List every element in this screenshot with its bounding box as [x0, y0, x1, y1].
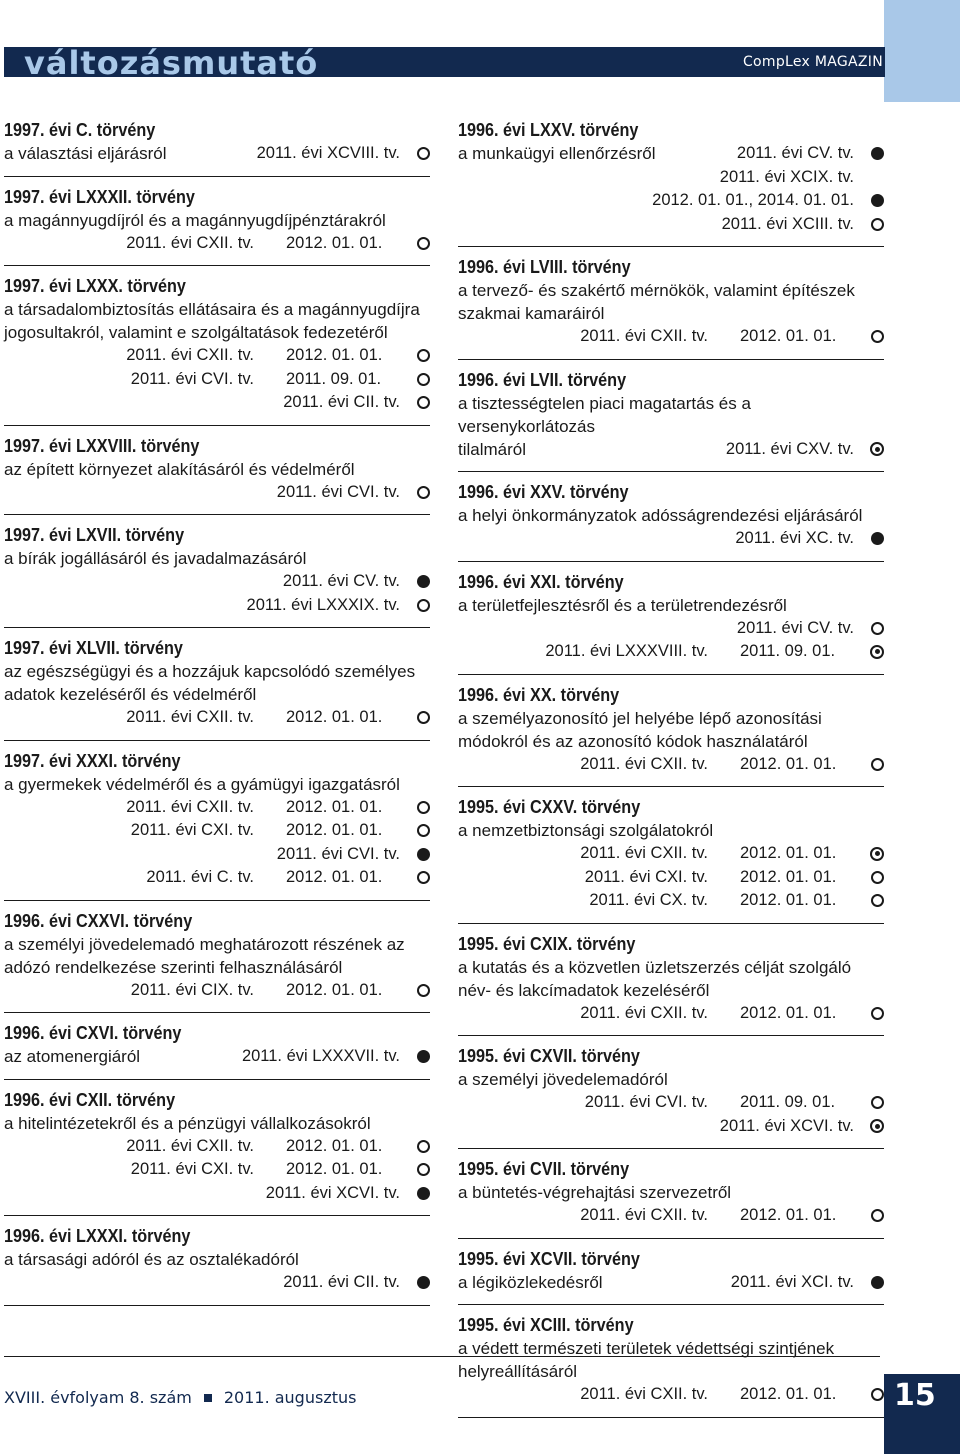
- footer-volume: XVIII. évfolyam 8. szám: [4, 1388, 192, 1407]
- amending-act: 2011. évi XCIII. tv.: [721, 214, 854, 233]
- effective-date: 2012. 01. 01.: [740, 1206, 837, 1224]
- amending-act: 2011. évi CX. tv.: [589, 891, 708, 909]
- amendment-row: [458, 617, 884, 641]
- effective-date: 2011. 09. 01.: [286, 369, 382, 388]
- status-marker: [400, 1140, 430, 1153]
- status-marker: [400, 984, 430, 997]
- status-marker: [400, 349, 430, 362]
- filled-circle-icon: [417, 848, 430, 861]
- amendment-row: [458, 325, 884, 349]
- filled-circle-icon: [417, 1276, 430, 1289]
- effective-date: 2012. 01. 01.: [286, 233, 383, 252]
- amendment-row: [458, 527, 884, 551]
- effective-date: 2011. 09. 01.: [740, 1093, 836, 1111]
- status-marker: [400, 373, 430, 386]
- amendment-row: [458, 189, 884, 213]
- open-circle-icon: [417, 486, 430, 499]
- amending-act: 2011. évi CXI. tv.: [130, 821, 254, 839]
- law-title: 1995. évi CXIX. törvény: [458, 933, 636, 954]
- law-title: 1997. évi XXXI. törvény: [4, 750, 181, 771]
- open-circle-icon: [417, 871, 430, 884]
- magazine-name: CompLex MAGAZIN: [742, 54, 883, 70]
- amending-act: 2011. évi CXII. tv.: [126, 1136, 254, 1155]
- status-marker: [400, 575, 430, 588]
- amending-act: 2011. évi XCVI. tv.: [719, 1116, 854, 1135]
- status-marker: [400, 711, 430, 724]
- status-marker: [400, 1276, 430, 1289]
- amendment-row: [458, 842, 884, 866]
- law-title: 1996. évi LVII. törvény: [458, 369, 627, 390]
- law-entry: [458, 480, 884, 562]
- open-circle-icon: [417, 1163, 430, 1176]
- amending-act: 2011. évi CXII. tv.: [580, 327, 708, 345]
- status-marker: [400, 599, 430, 612]
- law-entry: [458, 683, 884, 788]
- status-marker: [400, 848, 430, 861]
- amending-act: 2011. évi CV. tv.: [282, 572, 400, 590]
- law-entry: [4, 909, 430, 1014]
- open-circle-icon: [417, 824, 430, 837]
- law-title: 1997. évi LXVII. törvény: [4, 525, 185, 545]
- law-entry: [458, 795, 884, 924]
- status-marker: [400, 486, 430, 499]
- corner-accent-tab: [884, 0, 960, 102]
- law-entry: [458, 1313, 884, 1418]
- open-circle-icon: [417, 984, 430, 997]
- law-title: 1995. évi CXVII. törvény: [458, 1046, 640, 1066]
- amendment-row: [458, 1271, 884, 1295]
- effective-date: 2011. 09. 01.: [740, 642, 836, 660]
- effective-date: 2012. 01. 01.: [286, 1160, 383, 1178]
- amending-act: 2011. évi C. tv.: [146, 868, 254, 886]
- open-circle-icon: [871, 218, 884, 231]
- law-description: a tervező- és szakértő mérnökök, valamint építészek szakmai kamaráiról: [458, 281, 855, 323]
- law-title: 1997. évi LXXXII. törvény: [4, 186, 195, 207]
- amendment-row: [4, 594, 430, 618]
- amending-act: 2011. évi XC. tv.: [735, 529, 854, 547]
- amendment-row: [458, 866, 884, 890]
- page-number: 15: [894, 1378, 936, 1413]
- effective-date: 2012. 01. 01.: [286, 708, 383, 726]
- law-description: a magánnyugdíjról és a magánnyugdíjpénztárakról: [4, 210, 386, 230]
- amending-act: 2011. évi LXXXVII. tv.: [241, 1047, 400, 1065]
- open-circle-icon: [871, 622, 884, 635]
- right-column: [458, 118, 884, 1426]
- status-marker: [854, 622, 884, 635]
- status-marker: [854, 1119, 884, 1133]
- law-title: 1996. évi CXII. törvény: [4, 1089, 176, 1110]
- law-entry: [458, 368, 884, 473]
- law-entry: [4, 1088, 430, 1217]
- law-entry: [458, 570, 884, 675]
- law-title: 1995. évi XCVII. törvény: [458, 1248, 640, 1269]
- amendment-row: [4, 1045, 430, 1069]
- amendment-row: [458, 438, 884, 462]
- law-description: tilalmáról: [458, 439, 527, 459]
- law-title: 1997. évi LXXX. törvény: [4, 276, 186, 296]
- status-marker: [400, 1187, 430, 1200]
- dotted-circle-icon: [870, 442, 884, 456]
- amending-act: 2011. évi CXII. tv.: [126, 346, 254, 364]
- open-circle-icon: [871, 1096, 884, 1109]
- amendment-row: [458, 1091, 884, 1115]
- open-circle-icon: [417, 599, 430, 612]
- law-title: 1997. évi XLVII. törvény: [4, 638, 183, 658]
- amendment-row: [458, 1204, 884, 1228]
- amending-act: 2011. évi CXII. tv.: [126, 797, 254, 816]
- effective-date: 2012. 01. 01.: [286, 1136, 383, 1155]
- open-circle-icon: [417, 147, 430, 160]
- status-marker: [400, 871, 430, 884]
- amendment-row: [4, 706, 430, 730]
- filled-circle-icon: [417, 575, 430, 588]
- amending-act: 2011. évi LXXXIX. tv.: [246, 595, 400, 614]
- open-circle-icon: [871, 330, 884, 343]
- dotted-circle-icon: [870, 847, 884, 861]
- amendment-row: [458, 1383, 884, 1407]
- law-description: a nemzetbiztonsági szolgálatokról: [458, 821, 714, 840]
- status-marker: [854, 1276, 884, 1289]
- law-title: 1996. évi XXI. törvény: [458, 571, 624, 592]
- amending-act: 2011. évi CXII. tv.: [580, 754, 708, 773]
- amending-act: 2011. évi XCIX. tv.: [719, 167, 854, 186]
- amending-act: 2011. évi CVI. tv.: [130, 369, 254, 388]
- effective-date: 2012. 01. 01.: [286, 797, 383, 816]
- open-circle-icon: [417, 237, 430, 250]
- amending-act: 2011. évi CV. tv.: [736, 618, 854, 637]
- filled-circle-icon: [871, 147, 884, 160]
- law-description: a védett természeti területek védettségi szintjének helyreállításáról: [458, 1339, 835, 1381]
- effective-date: 2012. 01. 01.: [740, 1003, 837, 1022]
- law-description: a társasági adóról és az osztalékadóról: [4, 1250, 299, 1269]
- amending-act: 2011. évi CII. tv.: [283, 393, 400, 411]
- law-title: 1996. évi LVIII. törvény: [458, 257, 631, 277]
- law-description: a tisztességtelen piaci magatartás és a versenykorlátozás: [458, 393, 751, 436]
- amending-act: 2011. évi XCVIII. tv.: [256, 144, 400, 162]
- law-description: a személyi jövedelemadó meghatározott részének az adózó rendelkezése szerinti felhasználásáról: [4, 934, 405, 977]
- open-circle-icon: [417, 396, 430, 409]
- amendment-row: [4, 344, 430, 368]
- law-description: a kutatás és a közvetlen üzletszerzés célját szolgáló név- és lakcímadatok kezeléséről: [458, 957, 852, 1000]
- filled-circle-icon: [417, 1187, 430, 1200]
- status-marker: [854, 1209, 884, 1222]
- open-circle-icon: [871, 894, 884, 907]
- page-number-box: [884, 1374, 960, 1454]
- law-entry: [458, 1157, 884, 1239]
- amending-act: 2011. évi CXV. tv.: [725, 439, 854, 458]
- amending-act: 2011. évi CVI. tv.: [584, 1093, 708, 1111]
- amendment-row: [4, 481, 430, 505]
- amendment-row: [4, 142, 430, 166]
- amendment-row: [4, 1271, 430, 1295]
- amendment-row: [4, 368, 430, 392]
- law-entry: [4, 185, 430, 267]
- filled-circle-icon: [871, 194, 884, 207]
- amendment-row: [458, 753, 884, 777]
- status-marker: [854, 1007, 884, 1020]
- law-title: 1996. évi XX. törvény: [458, 684, 620, 705]
- law-description: a munkaügyi ellenőrzésről: [458, 144, 656, 163]
- law-title: 1996. évi CXXVI. törvény: [4, 910, 193, 931]
- section-title: változásmutató: [24, 44, 319, 82]
- status-marker: [854, 1388, 884, 1401]
- law-description: a büntetés-végrehajtási szervezetről: [458, 1183, 732, 1202]
- law-entry: [4, 636, 430, 741]
- effective-date: 2012. 01. 01.: [740, 867, 837, 886]
- amendment-row: [4, 979, 430, 1003]
- status-marker: [854, 194, 884, 207]
- law-description: a területfejlesztésről és a területrendezésről: [458, 595, 787, 615]
- amendment-row: [4, 1135, 430, 1159]
- law-description: a társadalombiztosítás ellátásaira és a magánnyugdíjra jogosultakról, valamint e szolgáltatások fedezetéről: [4, 300, 420, 342]
- law-entry: [458, 118, 884, 247]
- status-marker: [854, 1096, 884, 1109]
- open-circle-icon: [417, 373, 430, 386]
- law-entry: [4, 1021, 430, 1080]
- amendment-row: [4, 866, 430, 890]
- amendment-row: [458, 213, 884, 237]
- footer-date: 2011. augusztus: [223, 1388, 357, 1407]
- footer: [4, 1388, 356, 1407]
- effective-date: 2012. 01. 01.: [740, 844, 837, 862]
- open-circle-icon: [871, 1388, 884, 1401]
- amending-act: 2011. évi CXII. tv.: [126, 233, 254, 252]
- amendment-row: [4, 232, 430, 256]
- amending-act: 2011. évi XCVI. tv.: [265, 1183, 400, 1202]
- law-description: az atomenergiáról: [4, 1047, 141, 1066]
- law-title: 1996. évi CXVI. törvény: [4, 1023, 182, 1043]
- amending-act: 2011. évi CIX. tv.: [130, 980, 254, 999]
- law-title: 1996. évi LXXV. törvény: [458, 120, 639, 140]
- amendment-row: [458, 1115, 884, 1139]
- law-entry: [458, 932, 884, 1037]
- amendment-row: [4, 570, 430, 594]
- status-marker: [854, 847, 884, 861]
- law-description: a bírák jogállásáról és javadalmazásáról: [4, 549, 307, 568]
- footer-separator-icon: [204, 1394, 212, 1402]
- filled-circle-icon: [871, 532, 884, 545]
- status-marker: [854, 330, 884, 343]
- amendment-row: [458, 166, 884, 190]
- status-marker: [854, 894, 884, 907]
- law-entry: [4, 434, 430, 516]
- amending-act: 2011. évi CVI. tv.: [276, 482, 400, 501]
- law-description: a választási eljárásról: [4, 144, 167, 163]
- law-description: a gyermekek védelméről és a gyámügyi igazgatásról: [4, 774, 400, 794]
- amending-act: 2011. évi CXII. tv.: [580, 1385, 708, 1403]
- effective-date: 2012. 01. 01.: [286, 346, 383, 364]
- law-entry: [4, 523, 430, 628]
- status-marker: [854, 871, 884, 884]
- status-marker: [854, 442, 884, 456]
- left-column: [4, 118, 430, 1314]
- open-circle-icon: [871, 871, 884, 884]
- law-title: 1997. évi LXXVIII. törvény: [4, 435, 200, 456]
- status-marker: [400, 824, 430, 837]
- law-entry: [458, 1044, 884, 1149]
- amendment-row: [4, 391, 430, 415]
- amending-act: 2011. évi CXII. tv.: [126, 708, 254, 726]
- open-circle-icon: [417, 801, 430, 814]
- law-description: az épített környezet alakításáról és védelméről: [4, 459, 355, 479]
- amendment-row: [458, 640, 884, 664]
- amending-act: 2011. évi CV. tv.: [736, 144, 854, 162]
- status-marker: [400, 1163, 430, 1176]
- amending-act: 2011. évi LXXXVIII. tv.: [545, 642, 708, 660]
- amendment-row: [458, 889, 884, 913]
- footer-rule: [4, 1356, 880, 1357]
- status-marker: [854, 218, 884, 231]
- filled-circle-icon: [871, 1276, 884, 1289]
- amending-act: 2011. évi CVI. tv.: [276, 844, 400, 863]
- effective-date: 2012. 01. 01.: [740, 1385, 837, 1403]
- open-circle-icon: [417, 1140, 430, 1153]
- amendment-row: [458, 142, 884, 166]
- status-marker: [854, 147, 884, 160]
- open-circle-icon: [417, 349, 430, 362]
- law-entry: [4, 1224, 430, 1306]
- amendment-row: [4, 1158, 430, 1182]
- law-title: 1996. évi XXV. törvény: [458, 482, 629, 502]
- status-marker: [854, 532, 884, 545]
- status-marker: [854, 645, 884, 659]
- effective-date: 2012. 01. 01.: [740, 754, 837, 773]
- law-title: 1996. évi LXXXI. törvény: [4, 1226, 191, 1246]
- effective-date: 2012. 01. 01.: [286, 821, 383, 839]
- amending-act: 2011. évi CXII. tv.: [580, 1206, 708, 1224]
- status-marker: [400, 1050, 430, 1063]
- amending-act: 2011. évi CXII. tv.: [580, 1003, 708, 1022]
- amendment-row: [458, 1002, 884, 1026]
- status-marker: [400, 801, 430, 814]
- law-entry: [4, 118, 430, 177]
- open-circle-icon: [871, 1007, 884, 1020]
- law-entry: [4, 749, 430, 901]
- open-circle-icon: [417, 711, 430, 724]
- amendment-row: [4, 1182, 430, 1206]
- status-marker: [854, 758, 884, 771]
- amendment-row: [4, 819, 430, 843]
- law-title: 1995. évi CVII. törvény: [458, 1159, 630, 1179]
- amending-act: 2012. 01. 01., 2014. 01. 01.: [652, 191, 854, 209]
- effective-date: 2012. 01. 01.: [286, 980, 383, 999]
- amending-act: 2011. évi CXII. tv.: [580, 844, 708, 862]
- amending-act: 2011. évi CII. tv.: [283, 1273, 400, 1291]
- law-description: a légiközlekedésről: [458, 1272, 603, 1292]
- amendment-row: [4, 843, 430, 867]
- law-title: 1995. évi CXXV. törvény: [458, 797, 641, 817]
- filled-circle-icon: [417, 1050, 430, 1063]
- law-description: a hitelintézetekről és a pénzügyi vállalkozásokról: [4, 1113, 371, 1133]
- open-circle-icon: [871, 758, 884, 771]
- law-entry: [458, 1247, 884, 1306]
- law-title: 1997. évi C. törvény: [4, 120, 156, 140]
- status-marker: [400, 396, 430, 409]
- law-entry: [4, 274, 430, 426]
- status-marker: [400, 237, 430, 250]
- amendment-row: [4, 796, 430, 820]
- dotted-circle-icon: [870, 645, 884, 659]
- amending-act: 2011. évi CXI. tv.: [130, 1160, 254, 1178]
- effective-date: 2012. 01. 01.: [286, 868, 383, 886]
- effective-date: 2012. 01. 01.: [740, 327, 837, 345]
- law-title: 1995. évi XCIII. törvény: [458, 1315, 634, 1335]
- law-description: az egészségügyi és a hozzájuk kapcsolódó személyes adatok kezeléséről és védelméről: [4, 662, 416, 704]
- effective-date: 2012. 01. 01.: [740, 891, 837, 909]
- law-description: a személyi jövedelemadóról: [458, 1070, 668, 1089]
- section-header: [4, 44, 885, 82]
- law-description: a személyazonosító jel helyébe lépő azonosítási módokról és az azonosító kódok használatáról: [458, 708, 822, 751]
- law-entry: [458, 255, 884, 360]
- open-circle-icon: [871, 1209, 884, 1222]
- dotted-circle-icon: [870, 1119, 884, 1133]
- status-marker: [400, 147, 430, 160]
- law-description: a helyi önkormányzatok adósságrendezési eljárásáról: [458, 506, 863, 525]
- amending-act: 2011. évi CXI. tv.: [584, 867, 708, 886]
- amending-act: 2011. évi XCI. tv.: [730, 1272, 854, 1291]
